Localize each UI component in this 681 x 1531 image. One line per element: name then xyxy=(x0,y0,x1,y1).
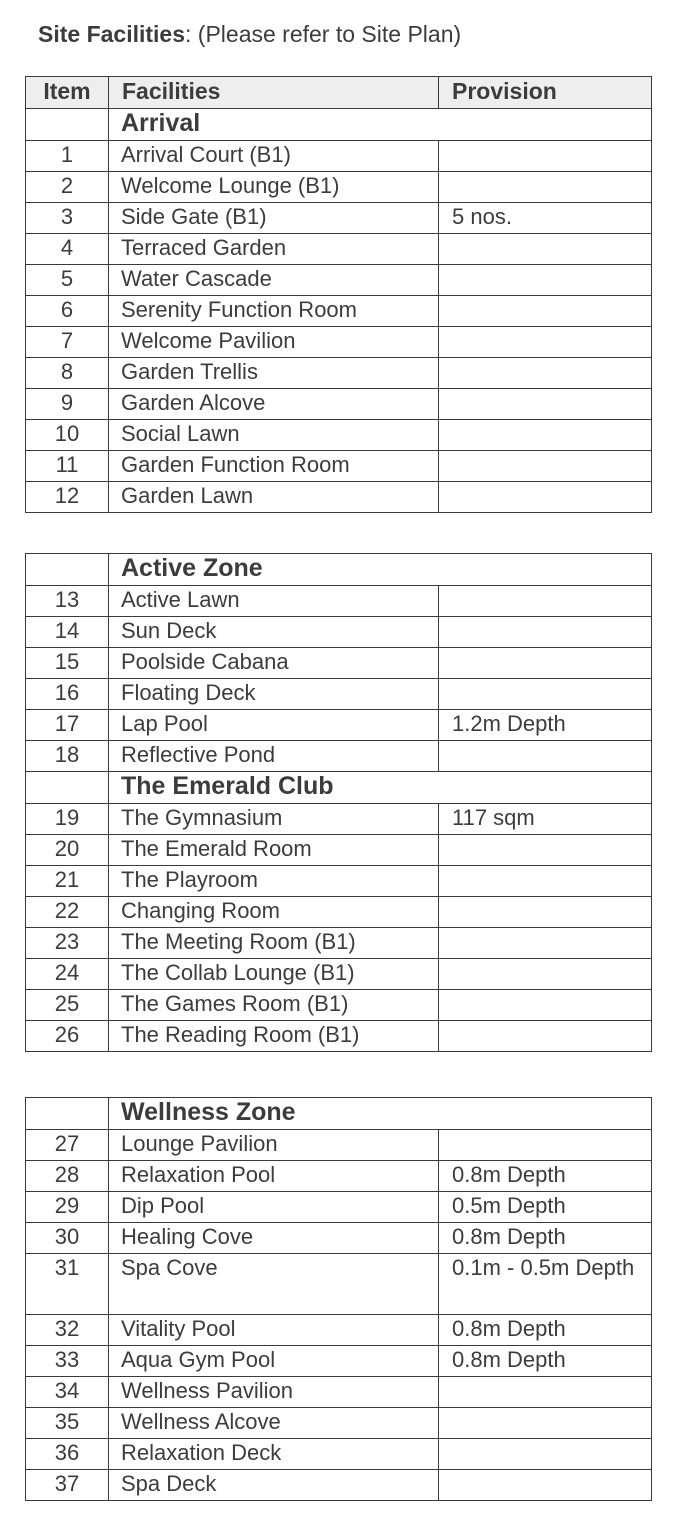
item-number: 1 xyxy=(26,141,109,172)
item-number: 15 xyxy=(26,648,109,679)
table-row xyxy=(26,1408,652,1439)
item-number: 4 xyxy=(26,234,109,265)
item-number: 18 xyxy=(26,741,109,772)
page-title-bold: Site Facilities xyxy=(38,21,186,47)
column-header-item: Item xyxy=(26,77,109,109)
facility-name: The Emerald Room xyxy=(109,835,439,866)
provision-value xyxy=(439,835,652,866)
facility-name: Garden Function Room xyxy=(109,451,439,482)
facilities-table-active-emerald xyxy=(25,553,652,1052)
item-number: 21 xyxy=(26,866,109,897)
table-row xyxy=(26,234,652,265)
item-number: 35 xyxy=(26,1408,109,1439)
column-header-facilities: Facilities xyxy=(109,77,439,109)
item-number: 2 xyxy=(26,172,109,203)
provision-value xyxy=(439,172,652,203)
table-row xyxy=(26,741,652,772)
provision-value xyxy=(439,451,652,482)
table-row xyxy=(26,1192,652,1223)
item-number: 36 xyxy=(26,1439,109,1470)
provision-value xyxy=(439,617,652,648)
table-row xyxy=(26,959,652,990)
facility-name: Lounge Pavilion xyxy=(109,1130,439,1161)
item-number: 37 xyxy=(26,1470,109,1501)
item-number: 28 xyxy=(26,1161,109,1192)
provision-value xyxy=(439,648,652,679)
table-row xyxy=(26,358,652,389)
facility-name: The Reading Room (B1) xyxy=(109,1021,439,1052)
facility-name: Wellness Alcove xyxy=(109,1408,439,1439)
item-number: 32 xyxy=(26,1315,109,1346)
item-number: 19 xyxy=(26,804,109,835)
table-row xyxy=(26,296,652,327)
facility-name: Relaxation Deck xyxy=(109,1439,439,1470)
item-number: 26 xyxy=(26,1021,109,1052)
provision-value: 0.8m Depth xyxy=(439,1161,652,1192)
item-number: 27 xyxy=(26,1130,109,1161)
provision-value: 117 sqm xyxy=(439,804,652,835)
provision-value: 0.5m Depth xyxy=(439,1192,652,1223)
facility-name: Welcome Pavilion xyxy=(109,327,439,358)
item-number: 29 xyxy=(26,1192,109,1223)
section-item-cell xyxy=(26,109,109,141)
section-title: Arrival xyxy=(109,109,652,141)
facility-name: Wellness Pavilion xyxy=(109,1377,439,1408)
table-row xyxy=(26,172,652,203)
section-title: The Emerald Club xyxy=(109,772,652,804)
provision-value xyxy=(439,928,652,959)
facility-name: Garden Trellis xyxy=(109,358,439,389)
facility-name: Relaxation Pool xyxy=(109,1161,439,1192)
item-number: 20 xyxy=(26,835,109,866)
item-number: 33 xyxy=(26,1346,109,1377)
table-row xyxy=(26,1377,652,1408)
table-row xyxy=(26,866,652,897)
table-row xyxy=(26,648,652,679)
provision-value xyxy=(439,741,652,772)
item-number: 7 xyxy=(26,327,109,358)
section-row xyxy=(26,109,652,141)
table-row xyxy=(26,1130,652,1161)
item-number: 13 xyxy=(26,586,109,617)
column-header-provision: Provision xyxy=(439,77,652,109)
item-number: 8 xyxy=(26,358,109,389)
provision-value xyxy=(439,327,652,358)
facility-name: Poolside Cabana xyxy=(109,648,439,679)
facility-name: Vitality Pool xyxy=(109,1315,439,1346)
table-row xyxy=(26,835,652,866)
facility-name: Changing Room xyxy=(109,897,439,928)
table-row xyxy=(26,1439,652,1470)
facility-name: Side Gate (B1) xyxy=(109,203,439,234)
section-item-cell xyxy=(26,1098,109,1130)
table-row xyxy=(26,1021,652,1052)
provision-value xyxy=(439,482,652,513)
item-number: 5 xyxy=(26,265,109,296)
provision-value xyxy=(439,897,652,928)
item-number: 16 xyxy=(26,679,109,710)
provision-value xyxy=(439,990,652,1021)
provision-value xyxy=(439,1470,652,1501)
facility-name: Floating Deck xyxy=(109,679,439,710)
section-item-cell xyxy=(26,772,109,804)
section-row xyxy=(26,554,652,586)
table-row xyxy=(26,1161,652,1192)
table-row xyxy=(26,710,652,741)
table-row xyxy=(26,482,652,513)
provision-value xyxy=(439,586,652,617)
provision-value xyxy=(439,389,652,420)
provision-value xyxy=(439,1021,652,1052)
item-number: 11 xyxy=(26,451,109,482)
provision-value xyxy=(439,959,652,990)
facility-name: Aqua Gym Pool xyxy=(109,1346,439,1377)
provision-value xyxy=(439,1377,652,1408)
item-number: 22 xyxy=(26,897,109,928)
table-row xyxy=(26,617,652,648)
section-item-cell xyxy=(26,554,109,586)
provision-value: 0.8m Depth xyxy=(439,1346,652,1377)
facility-name: Reflective Pond xyxy=(109,741,439,772)
facility-name: Welcome Lounge (B1) xyxy=(109,172,439,203)
item-number: 24 xyxy=(26,959,109,990)
provision-value xyxy=(439,420,652,451)
facility-name: Terraced Garden xyxy=(109,234,439,265)
facilities-table-arrival xyxy=(25,76,652,513)
table-row xyxy=(26,420,652,451)
provision-value xyxy=(439,1408,652,1439)
item-number: 6 xyxy=(26,296,109,327)
provision-value xyxy=(439,141,652,172)
table-row xyxy=(26,990,652,1021)
provision-value xyxy=(439,358,652,389)
table-row xyxy=(26,141,652,172)
table-row xyxy=(26,1223,652,1254)
item-number: 12 xyxy=(26,482,109,513)
facility-name: Spa Cove xyxy=(109,1254,439,1315)
provision-value: 1.2m Depth xyxy=(439,710,652,741)
item-number: 9 xyxy=(26,389,109,420)
section-row xyxy=(26,772,652,804)
facility-name: Active Lawn xyxy=(109,586,439,617)
item-number: 30 xyxy=(26,1223,109,1254)
item-number: 31 xyxy=(26,1254,109,1315)
item-number: 25 xyxy=(26,990,109,1021)
section-title: Active Zone xyxy=(109,554,652,586)
page-title xyxy=(38,18,461,50)
page-title-note: : (Please refer to Site Plan) xyxy=(185,21,462,47)
section-row xyxy=(26,1098,652,1130)
facility-name: Garden Lawn xyxy=(109,482,439,513)
table-row xyxy=(26,804,652,835)
provision-value xyxy=(439,1439,652,1470)
item-number: 17 xyxy=(26,710,109,741)
facility-name: Dip Pool xyxy=(109,1192,439,1223)
facility-name: Sun Deck xyxy=(109,617,439,648)
table-header-row xyxy=(26,77,652,109)
provision-value: 0.8m Depth xyxy=(439,1223,652,1254)
table-row xyxy=(26,928,652,959)
facility-name: Healing Cove xyxy=(109,1223,439,1254)
item-number: 3 xyxy=(26,203,109,234)
provision-value: 5 nos. xyxy=(439,203,652,234)
provision-value xyxy=(439,265,652,296)
facility-name: Garden Alcove xyxy=(109,389,439,420)
item-number: 23 xyxy=(26,928,109,959)
table-row xyxy=(26,897,652,928)
facility-name: The Playroom xyxy=(109,866,439,897)
provision-value xyxy=(439,296,652,327)
provision-value: 0.8m Depth xyxy=(439,1315,652,1346)
facility-name: Arrival Court (B1) xyxy=(109,141,439,172)
provision-value xyxy=(439,1130,652,1161)
facility-name: Spa Deck xyxy=(109,1470,439,1501)
table-row xyxy=(26,1470,652,1501)
table-row xyxy=(26,1254,652,1315)
facilities-table-wellness xyxy=(25,1097,652,1501)
item-number: 10 xyxy=(26,420,109,451)
table-row xyxy=(26,451,652,482)
facility-name: Lap Pool xyxy=(109,710,439,741)
facility-name: The Gymnasium xyxy=(109,804,439,835)
table-row xyxy=(26,327,652,358)
facility-name: Social Lawn xyxy=(109,420,439,451)
table-row xyxy=(26,389,652,420)
table-row xyxy=(26,1315,652,1346)
table-row xyxy=(26,265,652,296)
provision-value: 0.1m - 0.5m Depth xyxy=(439,1254,652,1315)
provision-value xyxy=(439,679,652,710)
provision-value xyxy=(439,234,652,265)
table-row xyxy=(26,586,652,617)
facility-name: The Collab Lounge (B1) xyxy=(109,959,439,990)
item-number: 34 xyxy=(26,1377,109,1408)
facility-name: The Meeting Room (B1) xyxy=(109,928,439,959)
facility-name: Serenity Function Room xyxy=(109,296,439,327)
table-row xyxy=(26,679,652,710)
facility-name: Water Cascade xyxy=(109,265,439,296)
provision-value xyxy=(439,866,652,897)
section-title: Wellness Zone xyxy=(109,1098,652,1130)
facility-name: The Games Room (B1) xyxy=(109,990,439,1021)
item-number: 14 xyxy=(26,617,109,648)
table-row xyxy=(26,1346,652,1377)
table-row xyxy=(26,203,652,234)
